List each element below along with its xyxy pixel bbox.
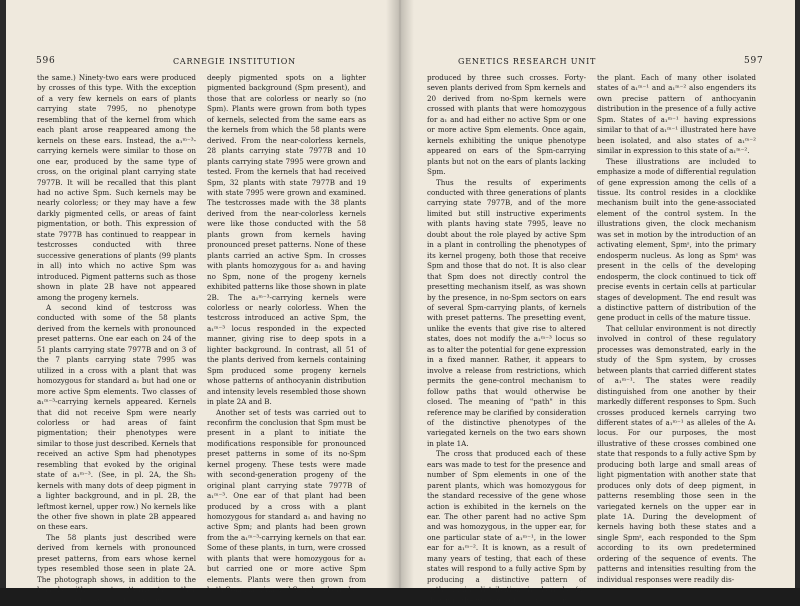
paragraph: The cross that produced each of these ears was made to test for the presence and number of Spm elements in one of the parent plants, which was homozygous for the standard recessive of the gene whose action is exhibited in the kernels on the ear. The other parent had no active Spm and was homozygous, in the upper ear, for one particular state of a₁ᵐ⁻¹, in the lower ear for a₁ᵐ⁻². It is known, as a result of many years of testing, that each of these states will respond to a fully active Spm by producing a distinctive pattern of anthocyanin distribution in kernels (as shown in the photograph) as well as in bbox=[427, 449, 586, 605]
paragraph: These illustrations are included to emphasize a mode of differential regulation of gene expression among the cells of a tissue. Its control resides in a clocklike mechanism built into the gene-associated element of the control system. In the illustrations given, the clock mechanism was set in motion by the introduction of an activating element, Spmˢ, into the primary endosperm nucleus. As long as Spmˢ was present in the cells of the developing endosperm, the clock continued to tick off precise events in certain cells at particular stages of development. The end result was a distinctive pattern of distribution of the gene product in cells of the mature tissue. bbox=[597, 156, 756, 323]
paragraph: deeply pigmented spots on a lighter pigmented background (Spm present), and those that are colorless or nearly so (no Spm). Plants were grown from both types of kernels, selected from the same ears as the kernels from which the 58 plants were derived. From the near-colorless kernels, 28 plants carrying state 7977B and 10 plants carrying state 7995 were grown and tested. From the kernels that had received Spm, 32 plants with state 7977B and 19 with state 7995 were grown and examined. The testcrosses made with the 38 plants derived from the near-colorless kernels were like those conducted with the 58 plants grown from kernels having pronounced preset patterns. None of these plants carried an active Spm. In crosses with plants homozygous for a₁ and having no Spm, none of the progeny kernels exhibited patterns like those shown in plate 2B. The a₁ᵐ⁻³-carrying kernels were colorless or nearly colorless. When the testcross introduced an active Spm, the a₁ᵐ⁻³ locus responded in the expected manner, giving rise to deep spots in a lighter background. In contrast, all 51 of the plants derived from kernels containing Spm produced some progeny kernels whose patterns of anthocyanin distribution and intensity levels resembled those shown in plate 2A and B. bbox=[207, 73, 366, 407]
paragraph: That cellular environment is not directly involved in control of these regulatory processes was demonstrated, early in the study of the Spm system, by crosses between plants that carried different states of a₁ᵐ⁻¹. The states were readily distinguished from one another by their markedly different responses to Spm. Such crosses produced kernels carrying two different states of a₁ᵐ⁻¹ as alleles of the A₁ locus. For our purposes, the most illustrative of these crosses combined one state that responds to a fully active Spm by producing both large and small areas of light pigmentation with another state that produces only dots of deep pigment, in patterns resembling those seen in the variegated kernels on the upper ear in plate 1A. During the development of kernels having both these states and a single Spmˢ, each responded to the Spm according to its own predetermined ordering of the sequence of events. The patterns and intensities resulting from the individual responses were readily dis- bbox=[597, 323, 756, 584]
right-running-head: GENETICS RESEARCH UNIT bbox=[458, 57, 597, 66]
scan-edge-left bbox=[0, 0, 6, 588]
scan-edge-right bbox=[795, 0, 800, 588]
right-page-column-2 bbox=[597, 73, 756, 583]
left-page-number: 596 bbox=[36, 56, 56, 66]
paragraph: the same.) Ninety-two ears were produced by crosses of this type. With the exception of a very few kernels on ears of plants carrying state 7995, no phenotype resembling that of the kernel from which each plant arose reappeared among the kernels on these ears. Instead, the a₁ᵐ⁻³-carrying kernels were similar to those on one ear, produced by the same type of cross, on the original plant carrying state 7977B. It will be recalled that this plant had no active Spm. Such kernels may be nearly colorless; or they may have a few darkly pigmented cells, or areas of faint pigmentation, or both. This expression of state 7977B has continued to reappear in testcrosses conducted with three successive generations of plants (99 plants in all) into which no active Spm was introduced. Pigment patterns such as those shown in plate 2B have not appeared among the progeny kernels. bbox=[37, 73, 196, 302]
left-page-header bbox=[36, 56, 376, 70]
right-page-column-1 bbox=[427, 73, 586, 605]
paragraph: produced by three such crosses. Forty-seven plants derived from Spm kernels and 20 derived from no-Spm kernels were crossed with plants that were homozygous for a₁ and had either no active Spm or one or more active Spm elements. Once again, kernels exhibiting the unique phenotype appeared on ears of the Spm-carrying plants but not on the ears of plants lacking Spm. bbox=[427, 73, 586, 177]
paragraph: Thus the results of experiments conducted with three generations of plants carrying state 7977B, and of the more limited but still instructive experiments with plants having state 7995, leave no doubt about the role played by active Spm in a plant in controlling the phenotypes of its kernel progeny, both those that receive Spm and those that do not. It is also clear that Spm does not directly control the presetting mechanism itself, as was shown by the presence, in no-Spm sectors on ears of several Spm-carrying plants, of kernels with preset patterns. The presetting event, unlike the events that give rise to altered states, does not modify the a₁ᵐ⁻³ locus so as to alter the potential for gene expression in a fixed manner. Rather, it appears to involve a release from restrictions, which permits the gene-control mechanism to follow paths that would otherwise be closed. The meaning of "path" in this reference may be clarified by consideration of the distinctive phenotypes of the variegated kernels on the two ears shown in plate 1A. bbox=[427, 177, 586, 448]
paragraph: A second kind of testcross was conducted with some of the 58 plants derived from the kernels with pronounced preset patterns. One ear each on 24 of the 51 plants carrying state 7977B and on 3 of the 7 plants carrying state 7995 was utilized in a cross with a plant that was homozygous for standard a₁ but had one or more active Spm elements. Two classes of a₁ᵐ⁻³-carrying kernels appeared. Kernels that did not receive Spm were nearly colorless or had areas of faint pigmentation; their phenotypes were similar to those just described. Kernels that received an active Spm had phenotypes resembling that evoked by the original state of a₁ᵐ⁻³. (See, in pl. 2A, the Sh₂ kernels with many dots of deep pigment in a lighter background, and in pl. 2B, the leftmost kernel, upper row.) No kernels like the other five shown in plate 2B appeared on these ears. bbox=[37, 302, 196, 532]
paragraph: The 58 plants just described were derived from kernels with pronounced preset patterns, from ears whose kernel types resembled those seen in plate 2A. The photograph shows, in addition to the kernels with preset patterns, two other classes of Sh₂ kernels: those having bbox=[37, 532, 196, 605]
right-page-header bbox=[424, 56, 768, 70]
left-page-column-1 bbox=[37, 73, 196, 605]
book-gutter bbox=[386, 0, 414, 588]
paragraph: Another set of tests was carried out to reconfirm the conclusion that Spm must be present in a plant to initiate the modifications responsible for pronounced preset patterns in some of its no-Spm kernel progeny. These tests were made with second-generation progeny of the original plant carrying state 7977B of a₁ᵐ⁻³. One ear of that plant had been produced by a cross with a plant homozygous for standard a₁ and having no active Spm; and plants had been grown from the a₁ᵐ⁻³-carrying kernels on that ear. Some of these plants, in turn, were crossed with plants that were homozygous for a₁ but carried one or more active Spm elements. Plants were then grown from both Spm-carrying and Spm-less kernels bbox=[207, 407, 366, 595]
paragraph: the plant. Each of many other isolated states of a₁ᵐ⁻¹ and a₁ᵐ⁻² also engenders its own precise pattern of anthocyanin distribution in the presence of a fully active Spm. States of a₁ᵐ⁻¹ having expressions similar to that of a₁ᵐ⁻¹ illustrated here have been isolated, and also states of a₁ᵐ⁻² similar in expression to this state of a₁ᵐ⁻². bbox=[597, 73, 756, 156]
left-running-head: CARNEGIE INSTITUTION bbox=[173, 57, 296, 66]
right-page-number: 597 bbox=[744, 56, 764, 66]
left-page-column-2 bbox=[207, 73, 366, 595]
